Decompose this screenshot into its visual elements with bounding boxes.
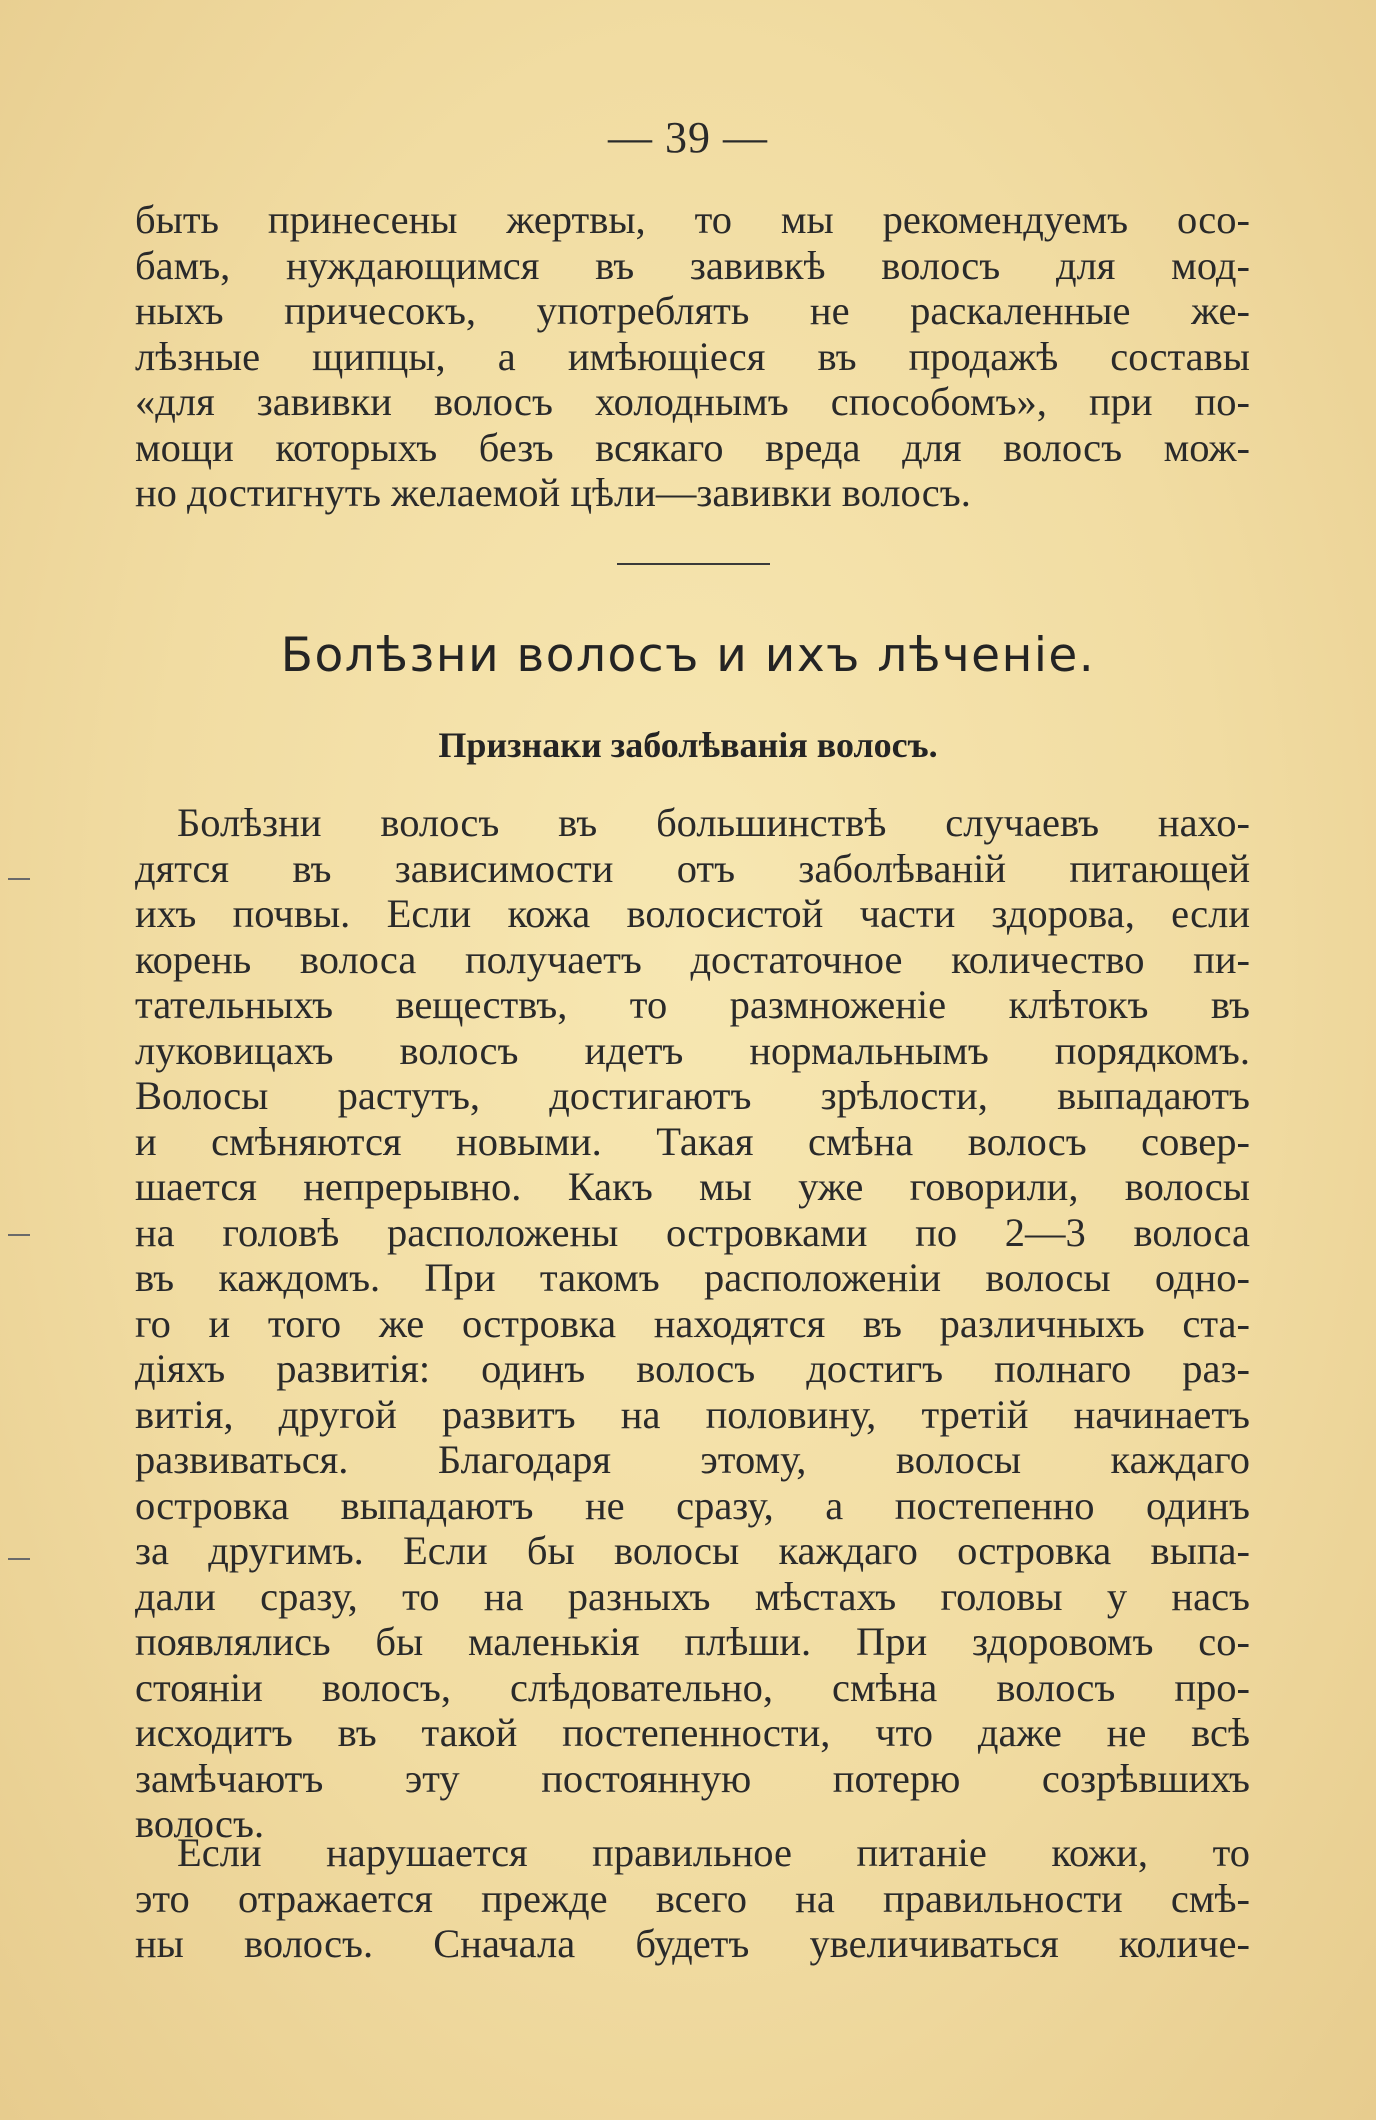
text-line: островка выпадаютъ не сразу, а постепенно одинъ <box>135 1482 1250 1528</box>
text-line: Болѣзни волосъ въ большинствѣ случаевъ нахо- <box>177 800 1250 845</box>
text-line: дятся въ зависимости отъ заболѣваній питающей <box>135 845 1250 891</box>
text-line: это отражается прежде всего на правильности смѣ- <box>135 1875 1250 1921</box>
text-line: на головѣ расположены островками по 2—3 волоса <box>135 1209 1250 1255</box>
text-line: луковицахъ волосъ идетъ нормальнымъ порядкомъ. <box>135 1027 1250 1073</box>
text-line: тательныхъ веществъ, то размноженіе клѣтокъ въ <box>135 982 1250 1027</box>
text-line: го и того же островка находятся въ различныхъ ста- <box>135 1300 1250 1346</box>
text-line: и смѣняются новыми. Такая смѣна волосъ совер- <box>135 1118 1250 1164</box>
text-line: ныхъ причесокъ, употреблять не раскаленные же- <box>135 288 1250 333</box>
text-line: за другимъ. Если бы волосы каждаго островка выпа- <box>135 1528 1250 1573</box>
intro-text-block <box>135 197 1250 516</box>
text-line: ны волосъ. Сначала будетъ увеличиваться количе- <box>135 1921 1250 1966</box>
text-line: волосъ. <box>135 1801 265 1846</box>
paragraph-1 <box>135 800 1250 1847</box>
text-line: появлялись бы маленькія плѣши. При здоровомъ со- <box>135 1619 1250 1664</box>
text-line: исходитъ въ такой постепенности, что даже не всѣ <box>135 1710 1250 1755</box>
page-number: — 39 — <box>608 113 768 162</box>
text-line: бамъ, нуждающимся въ завивкѣ волосъ для мод- <box>135 242 1250 288</box>
text-line: витія, другой развитъ на половину, третій начинаетъ <box>135 1391 1250 1437</box>
text-line: мощи которыхъ безъ всякаго вреда для волосъ мож- <box>135 424 1250 470</box>
text-line: корень волоса получаетъ достаточное количество пи- <box>135 936 1250 982</box>
text-line: дали сразу, то на разныхъ мѣстахъ головы у насъ <box>135 1573 1250 1619</box>
section-divider <box>617 563 770 565</box>
text-line: стояніи волосъ, слѣдовательно, смѣна волосъ про- <box>135 1664 1250 1710</box>
text-line: ихъ почвы. Если кожа волосистой части здорова, если <box>135 891 1250 936</box>
text-line: лѣзные щипцы, а имѣющіеся въ продажѣ составы <box>135 333 1250 379</box>
section-title: Признаки заболѣванія волосъ. <box>438 725 938 765</box>
text-line: Волосы растутъ, достигаютъ зрѣлости, выпадаютъ <box>135 1073 1250 1118</box>
chapter-title: Болѣзни волосъ и ихъ лѣченіе. <box>280 628 1096 683</box>
margin-mark <box>8 878 30 880</box>
text-line: развиваться. Благодаря этому, волосы каждаго <box>135 1437 1250 1482</box>
text-line: Если нарушается правильное питаніе кожи, то <box>177 1830 1250 1875</box>
text-line: но достигнуть желаемой цѣли—завивки волосъ. <box>135 470 971 515</box>
text-line: замѣчаютъ эту постоянную потерю созрѣвшихъ <box>135 1755 1250 1801</box>
text-line: въ каждомъ. При такомъ расположеніи волосы одно- <box>135 1255 1250 1300</box>
text-line: «для завивки волосъ холоднымъ способомъ», при по- <box>135 379 1250 424</box>
margin-mark <box>8 1558 30 1560</box>
margin-mark <box>8 1234 30 1236</box>
text-line: быть принесены жертвы, то мы рекомендуемъ осо- <box>135 197 1250 242</box>
text-line: шается непрерывно. Какъ мы уже говорили, волосы <box>135 1164 1250 1209</box>
text-line: діяхъ развитія: одинъ волосъ достигъ полнаго раз- <box>135 1346 1250 1391</box>
paragraph-2 <box>135 1830 1250 1967</box>
